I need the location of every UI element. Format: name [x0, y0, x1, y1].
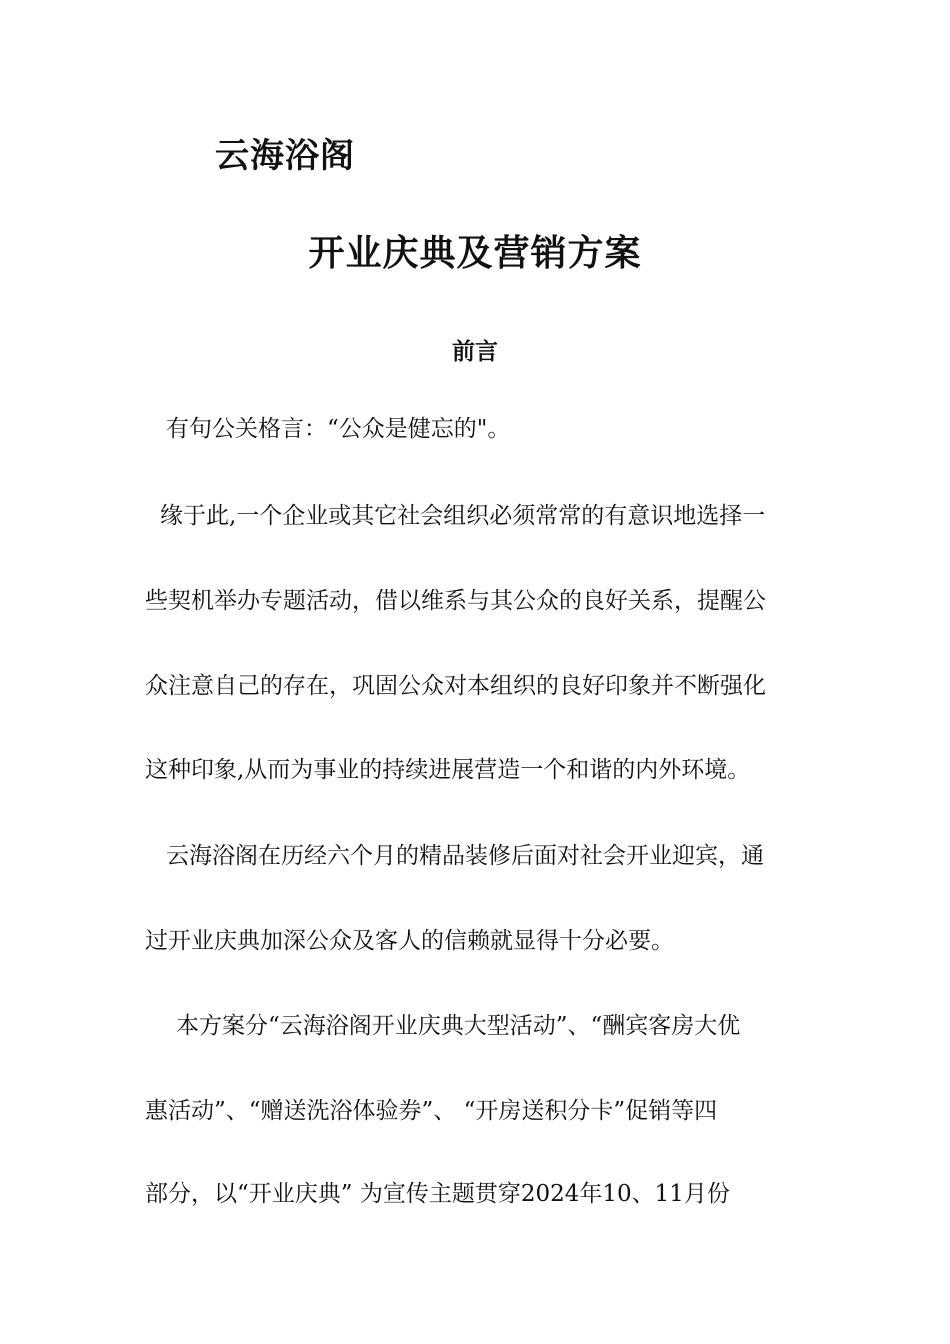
paragraph-line: 这种印象,从而为事业的持续进展营造一个和谐的内外环境。: [145, 757, 751, 783]
paragraph-line: 部分，以“开业庆典” 为宣传主题贯穿2024年10、11月份: [145, 1181, 730, 1207]
paragraph-line: 本方案分“云海浴阁开业庆典大型活动”、“酬宾客房大优: [176, 1013, 741, 1039]
paragraph-line: 惠活动”、“赠送洗浴体验券”、 “开房送积分卡”促销等四: [145, 1098, 718, 1124]
paragraph-line: 过开业庆典加深公众及客人的信赖就显得十分必要。: [145, 928, 674, 954]
company-name: 云海浴阁: [215, 136, 355, 176]
paragraph-line: 云海浴阁在历经六个月的精品装修后面对社会开业迎宾，通: [166, 843, 764, 869]
section-heading-preface: 前言: [452, 338, 498, 365]
paragraph-line: 些契机举办专题活动，借以维系与其公众的良好关系，提醒公: [145, 588, 766, 614]
document-title: 开业庆典及营销方案: [308, 232, 642, 274]
paragraph-line: 众注意自己的存在，巩固公众对本组织的良好印象并不断强化: [145, 673, 766, 699]
paragraph-line: 有句公关格言：“公众是健忘的"。: [166, 416, 511, 442]
paragraph-line: 缘于此,一个企业或其它社会组织必须常常的有意识地选择一: [160, 503, 766, 529]
